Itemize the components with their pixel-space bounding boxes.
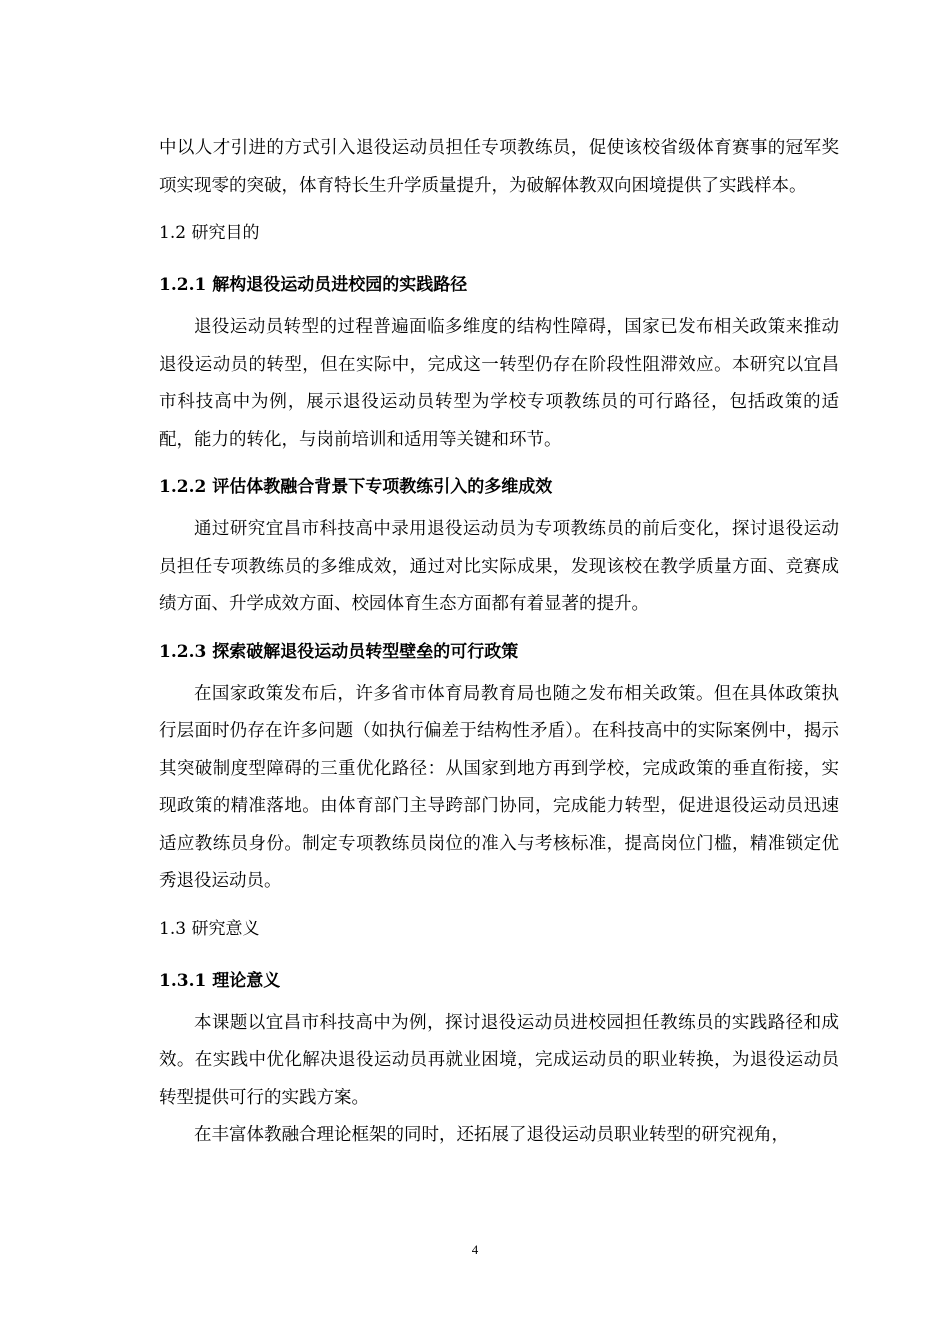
paragraph-continuation: 中以人才引进的方式引入退役运动员担任专项教练员，促使该校省级体育赛事的冠军奖项实现零的突破，体育特长生升学质量提升，为破解体教双向困境提供了实践样本。 (159, 138, 839, 196)
paragraph-1-3-1-b: 在丰富体教融合理论框架的同时，还拓展了退役运动员职业转型的研究视角， (194, 1125, 789, 1145)
page-number: 4 (471, 1242, 479, 1257)
subsection-heading-1-2-2: 1.2.2 评估体教融合背景下专项教练引入的多维成效 (159, 477, 553, 497)
subsection-heading-1-2-1: 1.2.1 解构退役运动员进校园的实践路径 (159, 275, 468, 295)
paragraph-1-3-1-a: 本课题以宜昌市科技高中为例，探讨退役运动员进校园担任教练员的实践路径和成效。在实践中优化解决退役运动员再就业困境，完成运动员的职业转换，为退役运动员转型提供可行的实践方案。 (159, 1012, 839, 1108)
paragraph-1-2-1: 退役运动员转型的过程普遍面临多维度的结构性障碍，国家已发布相关政策来推动退役运动员的转型，但在实际中，完成这一转型仍存在阶段性阻滞效应。本研究以宜昌市科技高中为例，展示退役运动员转型为学校专项教练员的可行路径，包括政策的适配，能力的转化，与岗前培训和适用等关键和环节。 (159, 317, 839, 450)
paragraph-1-2-3: 在国家政策发布后，许多省市体育局教育局也随之发布相关政策。但在具体政策执行层面时仍存在许多问题（如执行偏差于结构性矛盾）。在科技高中的实际案例中，揭示其突破制度型障碍的三重优化路径：从国家到地方再到学校，完成政策的垂直衔接，实现政策的精准落地。由体育部门主导跨部门协同，完成能力转型，促进退役运动员迅速适应教练员身份。制定专项教练员岗位的准入与考核标准，提高岗位门槛，精准锁定优秀退役运动员。 (159, 683, 839, 891)
paragraph-1-2-2: 通过研究宜昌市科技高中录用退役运动员为专项教练员的前后变化，探讨退役运动员担任专项教练员的多维成效，通过对比实际成果，发现该校在教学质量方面、竞赛成绩方面、升学成效方面、校园体育生态方面都有着显著的提升。 (159, 519, 839, 614)
document-body (159, 130, 839, 1155)
subsection-heading-1-3-1: 1.3.1 理论意义 (159, 970, 281, 991)
section-heading-1-2: 1.2 研究目的 (159, 223, 260, 243)
section-heading-1-3: 1.3 研究意义 (159, 918, 260, 939)
subsection-heading-1-2-3: 1.2.3 探索破解退役运动员转型壁垒的可行政策 (159, 641, 519, 662)
